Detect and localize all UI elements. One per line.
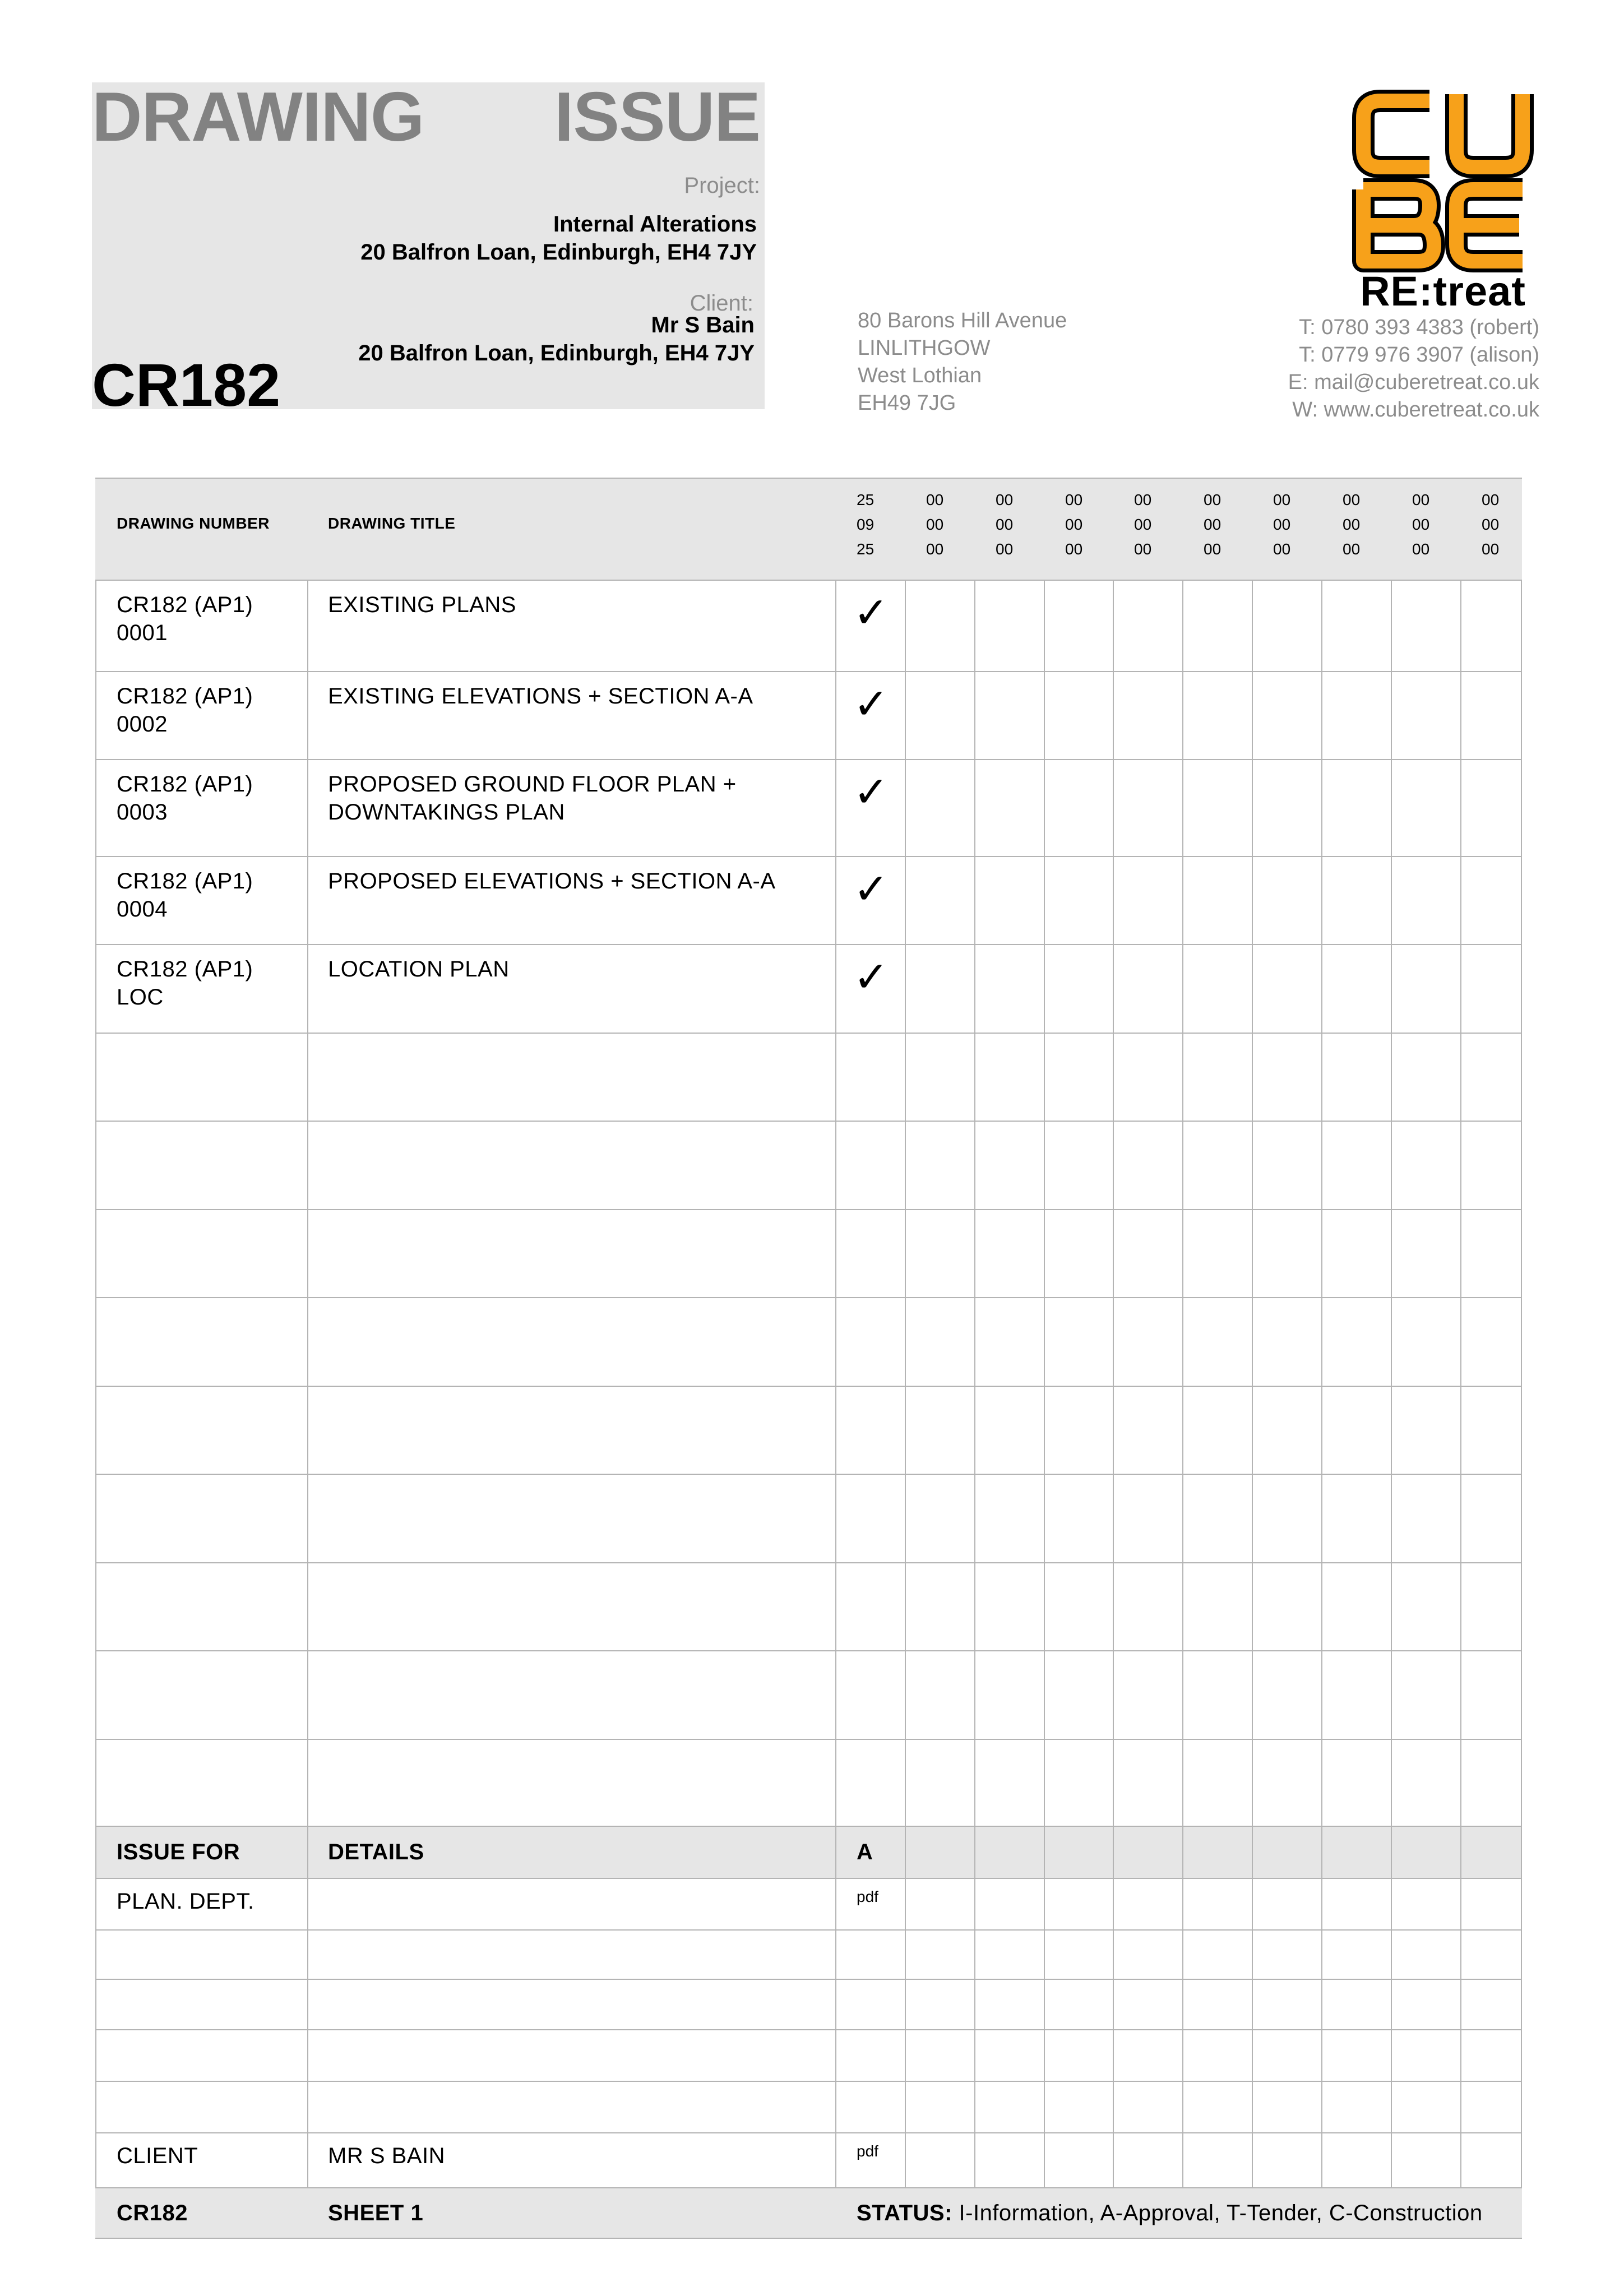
row-divider bbox=[95, 1386, 1522, 1387]
row-divider bbox=[95, 671, 1522, 672]
project-label: Project: bbox=[684, 173, 760, 198]
drawing-number-line: CR182 (AP1) bbox=[117, 772, 253, 797]
row-divider bbox=[95, 2238, 1522, 2239]
date-part: 00 bbox=[1273, 491, 1291, 508]
col-header-drawing-title: DRAWING TITLE bbox=[328, 515, 456, 532]
drawing-number bbox=[117, 770, 253, 826]
company-contact bbox=[1288, 314, 1539, 424]
date-part: 00 bbox=[1204, 540, 1222, 558]
issued-check-icon: ✓ bbox=[853, 865, 889, 913]
client-address: 20 Balfron Loan, Edinburgh, EH4 7JY bbox=[358, 341, 755, 365]
date-part: 00 bbox=[996, 491, 1014, 508]
email: E: mail@cuberetreat.co.uk bbox=[1288, 371, 1539, 394]
drawing-title-line: LOCATION PLAN bbox=[328, 957, 510, 982]
date-part: 00 bbox=[926, 540, 944, 558]
drawing-title-line: DOWNTAKINGS PLAN bbox=[328, 800, 565, 825]
row-divider bbox=[95, 759, 1522, 760]
issue-for-plan-dept: PLAN. DEPT. bbox=[117, 1889, 255, 1914]
drawing-number-line: LOC bbox=[117, 985, 164, 1010]
phone-robert: T: 0780 393 4383 (robert) bbox=[1299, 316, 1539, 339]
column-divider bbox=[1391, 580, 1392, 2187]
row-divider bbox=[95, 1929, 1522, 1931]
job-code: CR182 bbox=[92, 351, 281, 419]
drawing-number bbox=[117, 591, 253, 647]
issue-details-client: MR S BAIN bbox=[328, 2144, 445, 2168]
issue-date-column-header bbox=[1065, 488, 1099, 562]
drawing-title bbox=[328, 867, 776, 895]
column-divider bbox=[974, 580, 975, 2187]
issue-date-column-header bbox=[1343, 488, 1376, 562]
company-address bbox=[858, 307, 1067, 417]
status-column-code: A bbox=[857, 1840, 873, 1864]
drawing-title bbox=[328, 682, 753, 710]
drawing-number-line: 0004 bbox=[117, 897, 168, 922]
document-title-issue: ISSUE bbox=[554, 78, 760, 156]
issue-date-column-header bbox=[1134, 488, 1168, 562]
date-part: 00 bbox=[1065, 491, 1083, 508]
issue-date-column-header bbox=[857, 488, 890, 562]
column-divider bbox=[1252, 580, 1253, 2187]
row-divider bbox=[95, 2029, 1522, 2030]
issued-check-icon: ✓ bbox=[853, 589, 889, 637]
drawing-number-line: CR182 (AP1) bbox=[117, 957, 253, 982]
date-part: 00 bbox=[1343, 540, 1361, 558]
date-part: 00 bbox=[1343, 491, 1361, 508]
row-divider bbox=[95, 1650, 1522, 1651]
issue-date-column-header bbox=[1204, 488, 1237, 562]
row-divider bbox=[95, 1209, 1522, 1210]
drawing-title bbox=[328, 770, 737, 826]
address-line: EH49 7JG bbox=[858, 391, 956, 415]
column-divider bbox=[905, 580, 906, 2187]
date-part: 00 bbox=[1482, 516, 1500, 533]
column-divider bbox=[95, 580, 96, 2187]
date-part: 00 bbox=[1412, 540, 1430, 558]
date-part: 00 bbox=[926, 516, 944, 533]
row-divider bbox=[95, 856, 1522, 857]
date-part: 00 bbox=[1482, 540, 1500, 558]
date-part: 00 bbox=[996, 540, 1014, 558]
footer-job-code: CR182 bbox=[117, 2201, 188, 2225]
date-part: 25 bbox=[857, 491, 875, 508]
drawing-title bbox=[328, 955, 510, 983]
cube-retreat-logo bbox=[1351, 89, 1535, 313]
date-part: 00 bbox=[1134, 516, 1152, 533]
table-header-band bbox=[95, 478, 1522, 580]
drawing-number-line: 0001 bbox=[117, 621, 168, 645]
date-part: 00 bbox=[1412, 491, 1430, 508]
row-divider bbox=[95, 1562, 1522, 1563]
row-divider bbox=[95, 1033, 1522, 1034]
column-divider bbox=[1460, 580, 1461, 2187]
row-divider bbox=[95, 944, 1522, 945]
cube-logo-mark bbox=[1351, 89, 1535, 274]
date-part: 00 bbox=[926, 491, 944, 508]
drawing-number-line: 0003 bbox=[117, 800, 168, 825]
date-part: 00 bbox=[1273, 540, 1291, 558]
drawing-issue-table bbox=[95, 478, 1522, 2238]
phone-alison: T: 0779 976 3907 (alison) bbox=[1299, 343, 1539, 367]
row-divider bbox=[95, 1297, 1522, 1298]
date-part: 00 bbox=[1134, 540, 1152, 558]
drawing-title-line: EXISTING ELEVATIONS + SECTION A-A bbox=[328, 684, 753, 709]
date-part: 00 bbox=[1065, 540, 1083, 558]
date-part: 00 bbox=[1134, 491, 1152, 508]
date-part: 00 bbox=[1482, 491, 1500, 508]
client-label: Client: bbox=[690, 291, 753, 316]
row-divider bbox=[95, 1739, 1522, 1740]
drawing-number-line: CR182 (AP1) bbox=[117, 592, 253, 617]
issue-header-band bbox=[95, 1826, 1522, 1878]
website: W: www.cuberetreat.co.uk bbox=[1292, 398, 1539, 422]
date-part: 25 bbox=[857, 540, 875, 558]
column-divider bbox=[1113, 580, 1114, 2187]
column-divider bbox=[1321, 580, 1322, 2187]
drawing-number-line: CR182 (AP1) bbox=[117, 684, 253, 709]
date-part: 00 bbox=[1412, 516, 1430, 533]
date-part: 00 bbox=[1204, 516, 1222, 533]
drawing-title-line: EXISTING PLANS bbox=[328, 592, 516, 617]
title-block bbox=[92, 78, 765, 419]
column-divider bbox=[1182, 580, 1183, 2187]
drawing-title bbox=[328, 591, 516, 619]
drawing-title-line: PROPOSED GROUND FLOOR PLAN + bbox=[328, 772, 737, 797]
issue-date-column-header bbox=[926, 488, 960, 562]
col-header-issue-for: ISSUE FOR bbox=[117, 1840, 240, 1864]
issue-format: pdf bbox=[857, 1888, 878, 1905]
row-divider bbox=[95, 2132, 1522, 2133]
footer-sheet: SHEET 1 bbox=[328, 2201, 424, 2225]
date-part: 00 bbox=[1065, 516, 1083, 533]
footer-status bbox=[857, 2201, 1483, 2226]
col-header-details: DETAILS bbox=[328, 1840, 424, 1864]
issued-check-icon: ✓ bbox=[853, 953, 889, 1001]
issue-for-client: CLIENT bbox=[117, 2144, 198, 2168]
row-divider bbox=[95, 1474, 1522, 1475]
row-divider bbox=[95, 1878, 1522, 1879]
date-part: 00 bbox=[996, 516, 1014, 533]
status-legend: I-Information, A-Approval, T-Tender, C-Construction bbox=[959, 2201, 1483, 2225]
date-part: 00 bbox=[1204, 491, 1222, 508]
issue-date-column-header bbox=[1273, 488, 1307, 562]
row-divider bbox=[95, 580, 1522, 581]
issue-format: pdf bbox=[857, 2142, 878, 2160]
drawing-number-line: CR182 (AP1) bbox=[117, 869, 253, 894]
issued-check-icon: ✓ bbox=[853, 769, 889, 816]
row-divider bbox=[95, 1979, 1522, 1980]
drawing-title-line: PROPOSED ELEVATIONS + SECTION A-A bbox=[328, 869, 776, 894]
address-line: LINLITHGOW bbox=[858, 336, 991, 360]
issued-check-icon: ✓ bbox=[853, 681, 889, 728]
document-title-drawing: DRAWING bbox=[92, 78, 424, 156]
address-line: West Lothian bbox=[858, 364, 982, 387]
project-address: 20 Balfron Loan, Edinburgh, EH4 7JY bbox=[360, 240, 757, 265]
drawing-number bbox=[117, 955, 253, 1011]
row-divider bbox=[95, 1826, 1522, 1827]
issue-date-column-header bbox=[996, 488, 1029, 562]
drawing-number-line: 0002 bbox=[117, 712, 168, 737]
row-divider bbox=[95, 1121, 1522, 1122]
column-divider bbox=[835, 580, 836, 2187]
drawing-number bbox=[117, 682, 253, 738]
row-divider bbox=[95, 2081, 1522, 2082]
row-divider bbox=[95, 478, 1522, 479]
logo-retreat-text: RE:treat bbox=[1360, 268, 1526, 314]
row-divider bbox=[95, 2187, 1522, 2188]
column-divider bbox=[1521, 580, 1522, 2187]
column-divider bbox=[1044, 580, 1045, 2187]
date-part: 00 bbox=[1343, 516, 1361, 533]
client-name: Mr S Bain bbox=[651, 313, 755, 337]
date-part: 00 bbox=[1273, 516, 1291, 533]
issue-date-column-header bbox=[1412, 488, 1446, 562]
issue-date-column-header bbox=[1482, 488, 1515, 562]
col-header-drawing-number: DRAWING NUMBER bbox=[117, 515, 270, 532]
address-line: 80 Barons Hill Avenue bbox=[858, 309, 1067, 332]
project-name: Internal Alterations bbox=[553, 212, 757, 237]
status-label: STATUS: bbox=[857, 2201, 952, 2225]
column-divider bbox=[307, 580, 308, 2187]
drawing-number bbox=[117, 867, 253, 923]
date-part: 09 bbox=[857, 516, 875, 533]
